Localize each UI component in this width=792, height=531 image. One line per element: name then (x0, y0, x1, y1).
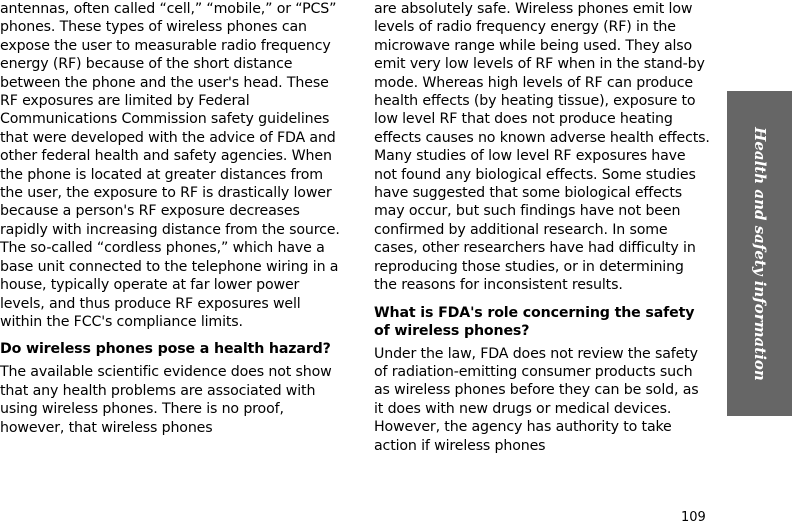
section-heading: Do wireless phones pose a health hazard? (0, 341, 331, 358)
body-paragraph: The available scientific evidence does not show that any health problems are associated with using wireless phones. There is no proof, however, that wireless phones (0, 364, 332, 436)
right-column (374, 0, 710, 455)
body-paragraph: Under the law, FDA does not review the safety of radiation-emitting consumer products such as wireless phones before they can be sold, as it does with new drugs or medical devices. However, the agency has authority to take action if wireless phones (374, 345, 699, 454)
left-column (0, 0, 342, 437)
section-side-tab (727, 91, 792, 416)
body-paragraph: are absolutely safe. Wireless phones emit low levels of radio frequency energy (RF) in the microwave range while being used. They also emit very low levels of RF when in the stand-by mode. Whereas high levels of RF can produce health effects (by heating tissue), exposure to low level RF that does not produce heating effects causes no known adverse health effects. Many studies of low level RF exposures have not found any biological effects. Some studies have suggested that some biological effects may occur, but such findings have not been confirmed by additional research. In some cases, other researchers have had difficulty in reproducing those studies, or in determining the reasons for inconsistent results. (374, 1, 710, 294)
body-paragraph: antennas, often called “cell,” “mobile,” or “PCS” phones. These types of wireless phones can expose the user to measurable radio frequency energy (RF) because of the short distance between the phone and the user's head. These RF exposures are limited by Federal Communications Commission safety guidelines that were developed with the advice of FDA and other federal health and safety agencies. When the phone is located at greater distances from the user, the exposure to RF is drastically lower because a person's RF exposure decreases rapidly with increasing distance from the source. The so-called “cordless phones,” which have a base unit connected to the telephone wiring in a house, typically operate at far lower power levels, and thus produce RF exposures well within the FCC's compliance limits. (0, 1, 340, 330)
page-number: 109 (681, 510, 706, 525)
section-side-tab-label: Health and safety information (750, 126, 769, 381)
section-heading: What is FDA's role concerning the safety of wireless phones? (374, 304, 695, 339)
